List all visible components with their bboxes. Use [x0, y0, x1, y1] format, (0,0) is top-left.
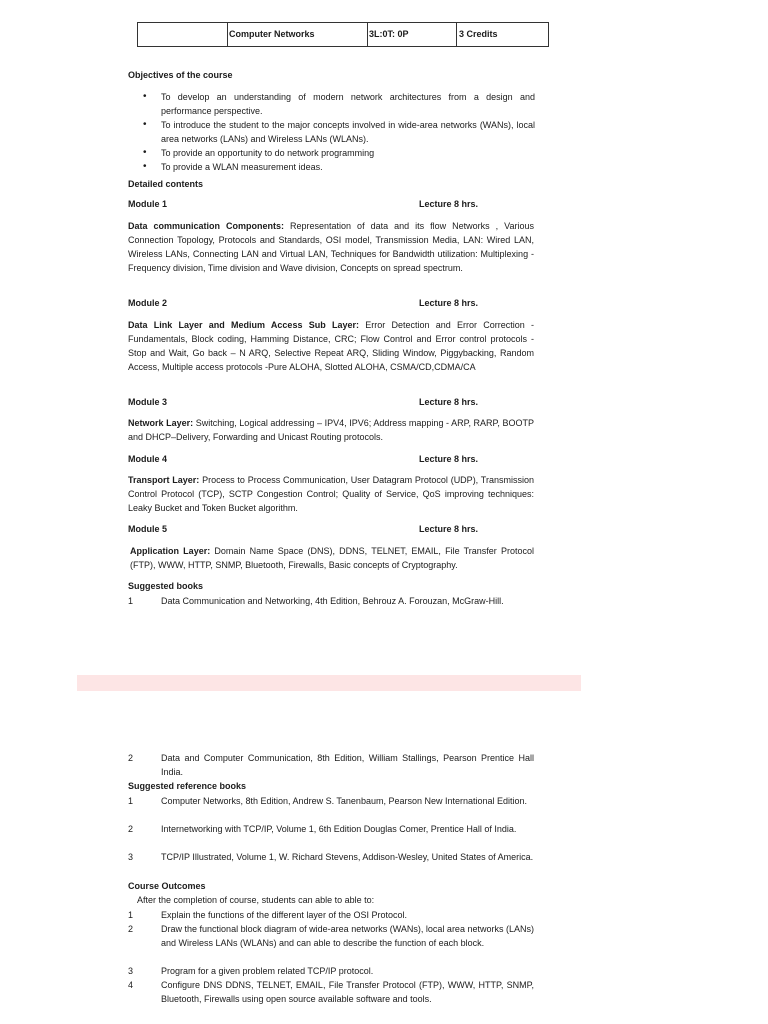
list-item — [143, 160, 535, 174]
reference-books-heading: Suggested reference books — [128, 781, 247, 791]
item-number: 3 — [128, 966, 134, 976]
module-lecture-hours: Lecture 8 hrs. — [419, 397, 479, 407]
module-text: Process to Process Communication, User Datagram Protocol (UDP), Transmission Control Protocol (TCP), SCTP Congestion Control; Quality of Service, QoS improving techniques: Leaky Bucket and Token Bucket algorithm. — [128, 475, 534, 513]
item-number: 1 — [128, 796, 134, 806]
item-number: 2 — [128, 824, 134, 834]
course-outcomes-intro: After the completion of course, students can able to able to: — [137, 895, 375, 905]
item-number: 4 — [128, 980, 134, 990]
book-text: TCP/IP Illustrated, Volume 1, W. Richard Stevens, Addison-Wesley, United States of America. — [161, 852, 534, 862]
module-text: Switching, Logical addressing – IPV4, IPV6; Address mapping - ARP, RARP, BOOTP and DHCP–Delivery, Forwarding and Unicast Routing protocols. — [128, 418, 534, 442]
objective-text: To develop an understanding of modern network architectures from a design and performance perspective. — [161, 92, 535, 116]
module-title: Module 2 — [128, 298, 168, 308]
module-description — [128, 416, 534, 444]
module-topic: Data communication Components: — [128, 221, 285, 231]
objectives-heading: Objectives of the course — [128, 70, 233, 80]
module-title: Module 4 — [128, 454, 168, 464]
table-divider — [456, 23, 457, 46]
suggested-books-heading: Suggested books — [128, 581, 204, 591]
module-text: Representation of data and its flow Networks , Various Connection Topology, Protocols and Standards, OSI model, Transmission Media, LAN: Wired LAN, Wireless LANs, Connecting LAN and Virtual LAN, Techniques for Bandwidth utilization: Multiplexing - Frequency division, Time division and Wave division, Concepts on spread spectrum. — [128, 221, 534, 273]
module-description — [128, 473, 534, 515]
list-item — [143, 146, 535, 160]
module-title: Module 1 — [128, 199, 168, 209]
module-description — [130, 544, 534, 572]
module-topic: Data Link Layer and Medium Access Sub Layer: — [128, 320, 359, 330]
bullet-icon: • — [143, 119, 147, 130]
book-text: Data Communication and Networking, 4th Edition, Behrouz A. Forouzan, McGraw-Hill. — [161, 596, 504, 606]
page-break-band — [77, 675, 581, 691]
module-header — [128, 395, 480, 409]
module-text: Domain Name Space (DNS), DDNS, TELNET, EMAIL, File Transfer Protocol (FTP), WWW, HTTP, SNMP, Bluetooth, Firewalls, Basic concepts of Cryptography. — [130, 546, 534, 570]
module-description — [128, 219, 534, 275]
module-header — [128, 296, 480, 310]
item-number: 2 — [128, 924, 134, 934]
bullet-icon: • — [143, 91, 147, 102]
objectives-list — [143, 90, 535, 174]
module-header — [128, 197, 480, 211]
course-credits: 3 Credits — [459, 29, 498, 39]
module-lecture-hours: Lecture 8 hrs. — [419, 524, 479, 534]
objective-text: To introduce the student to the major concepts involved in wide-area networks (WANs), local area networks (LANs) and Wireless LANs (WLANs). — [161, 120, 535, 144]
detailed-contents-heading: Detailed contents — [128, 179, 204, 189]
bullet-icon: • — [143, 161, 147, 172]
module-topic: Application Layer: — [130, 546, 211, 556]
module-lecture-hours: Lecture 8 hrs. — [419, 454, 479, 464]
module-lecture-hours: Lecture 8 hrs. — [419, 298, 479, 308]
course-ltp: 3L:0T: 0P — [369, 29, 409, 39]
outcome-text: Program for a given problem related TCP/IP protocol. — [161, 966, 374, 976]
item-number: 2 — [128, 753, 134, 763]
module-topic: Transport Layer: — [128, 475, 200, 485]
outcome-text: Explain the functions of the different layer of the OSI Protocol. — [161, 910, 407, 920]
objective-text: To provide a WLAN measurement ideas. — [161, 162, 323, 172]
module-title: Module 5 — [128, 524, 168, 534]
module-header — [128, 452, 480, 466]
table-divider — [227, 23, 228, 46]
book-text: Computer Networks, 8th Edition, Andrew S. Tanenbaum, Pearson New International Edition. — [161, 796, 528, 806]
module-text: Error Detection and Error Correction - Fundamentals, Block coding, Hamming Distance, CRC; Flow Control and Error control protocols - Stop and Wait, Go back – N ARQ, Selective Repeat ARQ, Sliding Window, Piggybacking, Random Access, Multiple access protocols -Pure ALOHA, Slotted ALOHA, CSMA/CD,CDMA/CA — [128, 320, 534, 372]
course-table — [137, 22, 549, 47]
module-lecture-hours: Lecture 8 hrs. — [419, 199, 479, 209]
module-title: Module 3 — [128, 397, 168, 407]
course-outcomes-heading: Course Outcomes — [128, 881, 206, 891]
bullet-icon: • — [143, 147, 147, 158]
list-item — [143, 90, 535, 118]
item-number: 3 — [128, 852, 134, 862]
module-description — [128, 318, 534, 374]
table-divider — [367, 23, 368, 46]
objective-text: To provide an opportunity to do network programming — [161, 148, 375, 158]
item-number: 1 — [128, 596, 134, 606]
book-text: Data and Computer Communication, 8th Edition, William Stallings, Pearson Prentice Hall India. — [161, 753, 534, 777]
module-topic: Network Layer: — [128, 418, 194, 428]
module-header — [128, 522, 480, 536]
outcome-text: Draw the functional block diagram of wide-area networks (WANs), local area networks (LANs) and Wireless LANs (WLANs) and can able to describe the function of each block. — [161, 924, 534, 948]
outcome-text: Configure DNS DDNS, TELNET, EMAIL, File Transfer Protocol (FTP), WWW, HTTP, SNMP, Bluetooth, Firewalls using open source available software and tools. — [161, 980, 534, 1004]
list-item — [143, 118, 535, 146]
book-text: Internetworking with TCP/IP, Volume 1, 6th Edition Douglas Comer, Prentice Hall of India. — [161, 824, 517, 834]
item-number: 1 — [128, 910, 134, 920]
course-name: Computer Networks — [229, 29, 315, 39]
